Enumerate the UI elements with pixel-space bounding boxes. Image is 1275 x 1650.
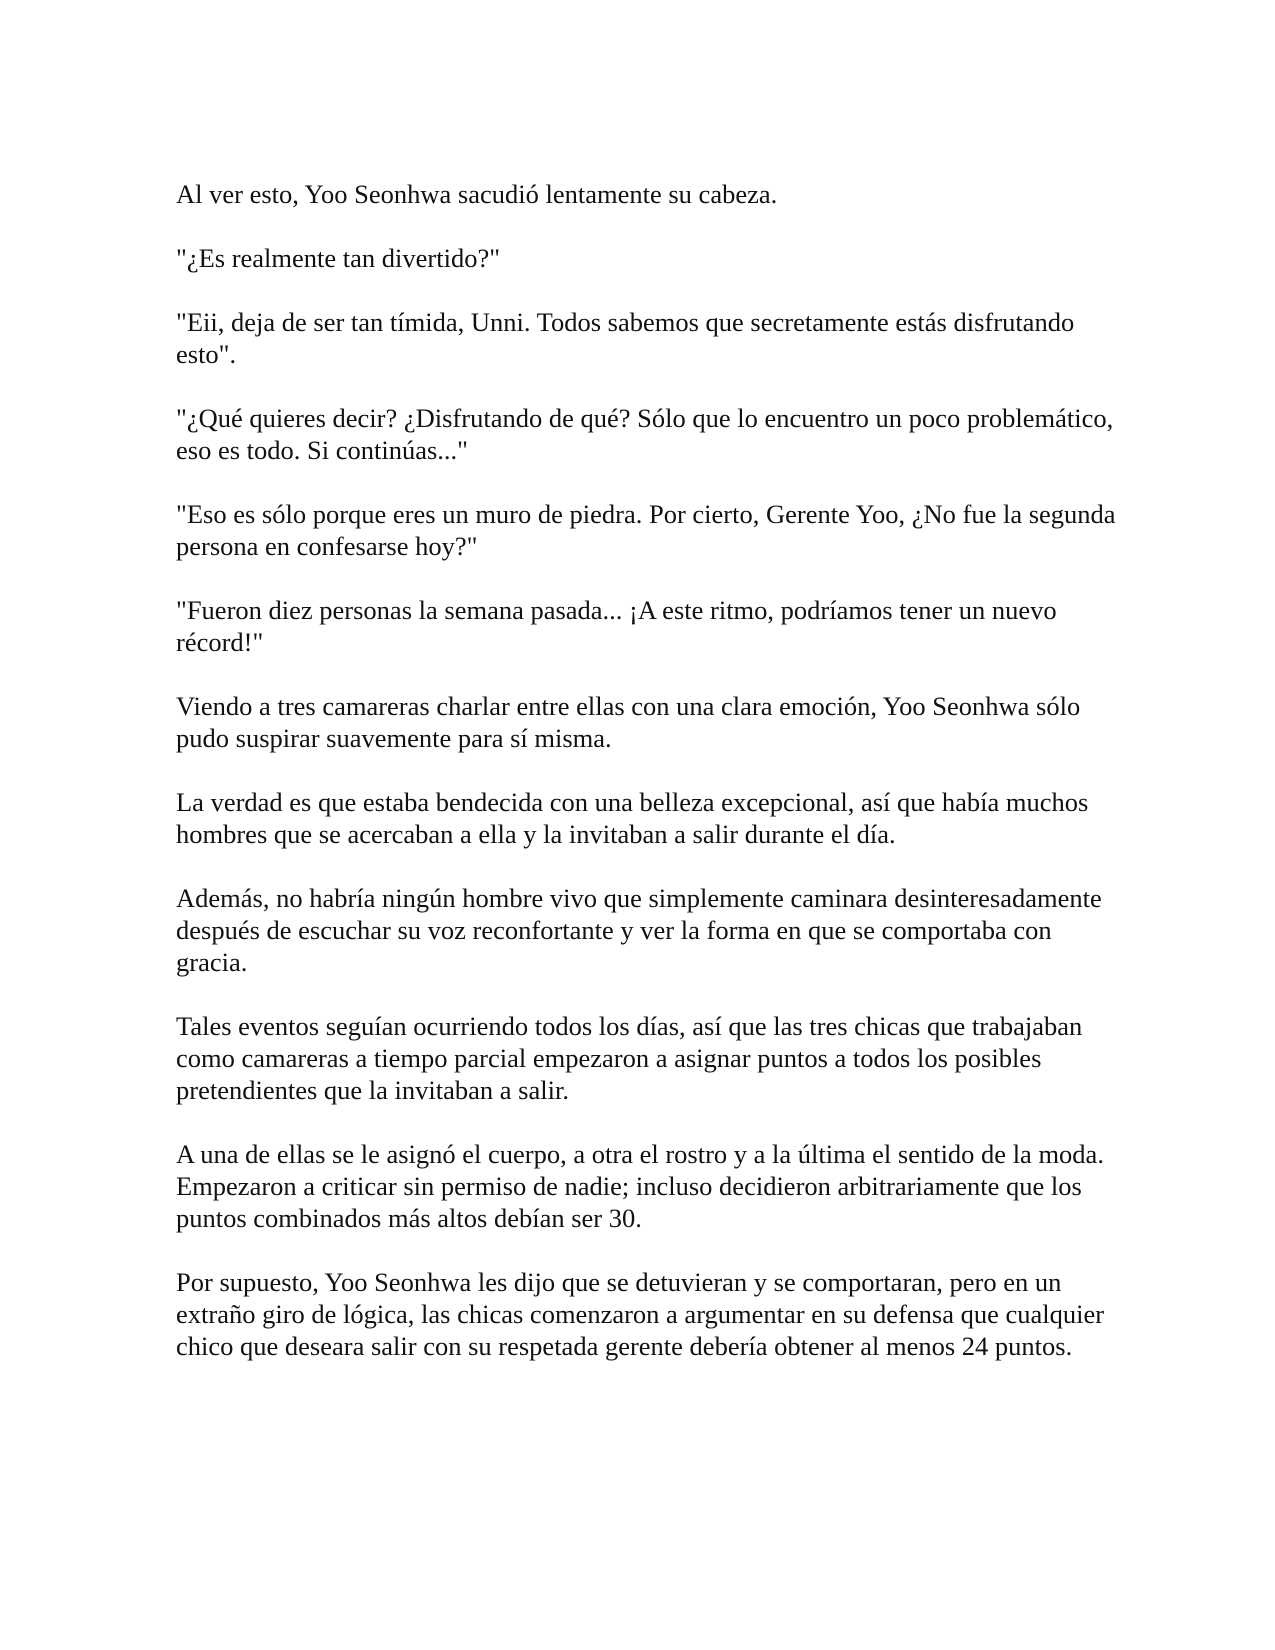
- paragraph-11: A una de ellas se le asignó el cuerpo, a otra el rostro y a la última el sentido de la moda. Empezaron a criticar sin permiso de nadie; incluso decidieron arbitrariamente que los puntos combinados más altos debían ser 30.: [176, 1139, 1104, 1233]
- paragraph-8: La verdad es que estaba bendecida con una belleza excepcional, así que había muchos hombres que se acercaban a ella y la invitaban a salir durante el día.: [176, 787, 1089, 849]
- paragraph-4: "¿Qué quieres decir? ¿Disfrutando de qué? Sólo que lo encuentro un poco problemático, eso es todo. Si continúas...": [176, 403, 1114, 465]
- paragraph-7: Viendo a tres camareras charlar entre ellas con una clara emoción, Yoo Seonhwa sólo pudo suspirar suavemente para sí misma.: [176, 691, 1081, 753]
- paragraph-1: Al ver esto, Yoo Seonhwa sacudió lentamente su cabeza.: [176, 179, 778, 209]
- paragraph-9: Además, no habría ningún hombre vivo que simplemente caminara desinteresadamente después de escuchar su voz reconfortante y ver la forma en que se comportaba con gracia.: [176, 883, 1102, 977]
- paragraph-3: "Eii, deja de ser tan tímida, Unni. Todos sabemos que secretamente estás disfrutando esto".: [176, 307, 1075, 369]
- paragraph-12: Por supuesto, Yoo Seonhwa les dijo que se detuvieran y se comportaran, pero en un extraño giro de lógica, las chicas comenzaron a argumentar en su defensa que cualquier chico que deseara salir con su respetada gerente debería obtener al menos 24 puntos.: [176, 1267, 1105, 1361]
- paragraph-10: Tales eventos seguían ocurriendo todos los días, así que las tres chicas que trabajaban como camareras a tiempo parcial empezaron a asignar puntos a todos los posibles pretendientes que la invitaban a salir.: [176, 1011, 1083, 1105]
- paragraph-6: "Fueron diez personas la semana pasada... ¡A este ritmo, podríamos tener un nuevo récord!": [176, 595, 1057, 657]
- paragraph-5: "Eso es sólo porque eres un muro de piedra. Por cierto, Gerente Yoo, ¿No fue la segunda persona en confesarse hoy?": [176, 499, 1116, 561]
- paragraph-2: "¿Es realmente tan divertido?": [176, 243, 501, 273]
